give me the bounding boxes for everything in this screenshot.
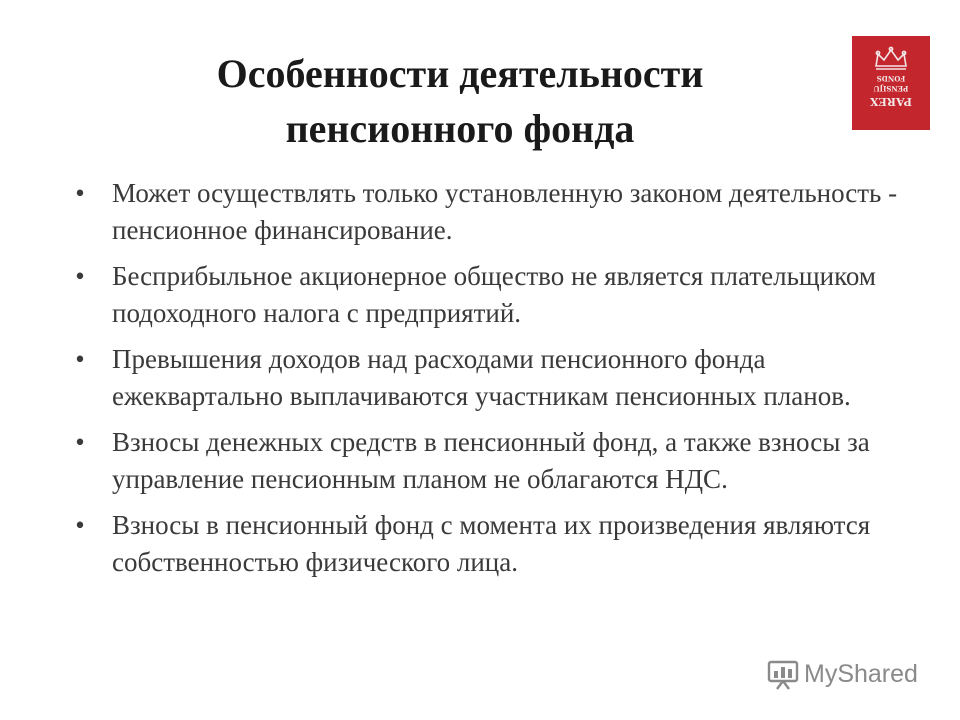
bullet-marker: • — [75, 261, 85, 291]
bullet-text: Бесприбыльное акционерное общество не является плательщиком подоходного налога с предприятий. — [112, 261, 876, 328]
bullet-text: Превышения доходов над расходами пенсионного фонда ежеквартально выплачиваются участникам пенсионных планов. — [112, 344, 851, 411]
bullet-item — [70, 341, 900, 415]
bullet-item — [70, 175, 900, 249]
watermark-text: MyShared — [804, 659, 918, 688]
logo-text-pensiju: PENSIJU — [873, 84, 909, 93]
bullet-marker: • — [75, 510, 85, 540]
title-line-1: Особенности деятельности — [216, 51, 704, 96]
title-line-2: пенсионного фонда — [285, 106, 635, 151]
bullet-text: Взносы в пенсионный фонд с момента их произведения являются собственностью физического лица. — [112, 510, 871, 577]
slide-title — [80, 46, 840, 156]
bullet-item — [70, 258, 900, 332]
logo-text-parex: PAREX — [869, 95, 913, 108]
logo-graphic — [852, 36, 930, 130]
logo-text-fonds: FONDS — [876, 74, 906, 83]
bullet-list — [70, 175, 900, 590]
bullet-marker: • — [75, 178, 85, 208]
parex-logo — [852, 36, 930, 130]
bullet-text: Взносы денежных средств в пенсионный фонд, а также взносы за управление пенсионным планом не облагаются НДС. — [112, 427, 870, 494]
presentation-board-icon — [766, 657, 800, 691]
bullet-text: Может осуществлять только установленную законом деятельность - пенсионное финансирование. — [112, 178, 898, 245]
bullet-item — [70, 424, 900, 498]
bullet-marker: • — [75, 344, 85, 374]
myshared-watermark[interactable] — [766, 654, 936, 694]
bullet-item — [70, 507, 900, 581]
bullet-marker: • — [75, 427, 85, 457]
crown-icon — [876, 47, 906, 69]
